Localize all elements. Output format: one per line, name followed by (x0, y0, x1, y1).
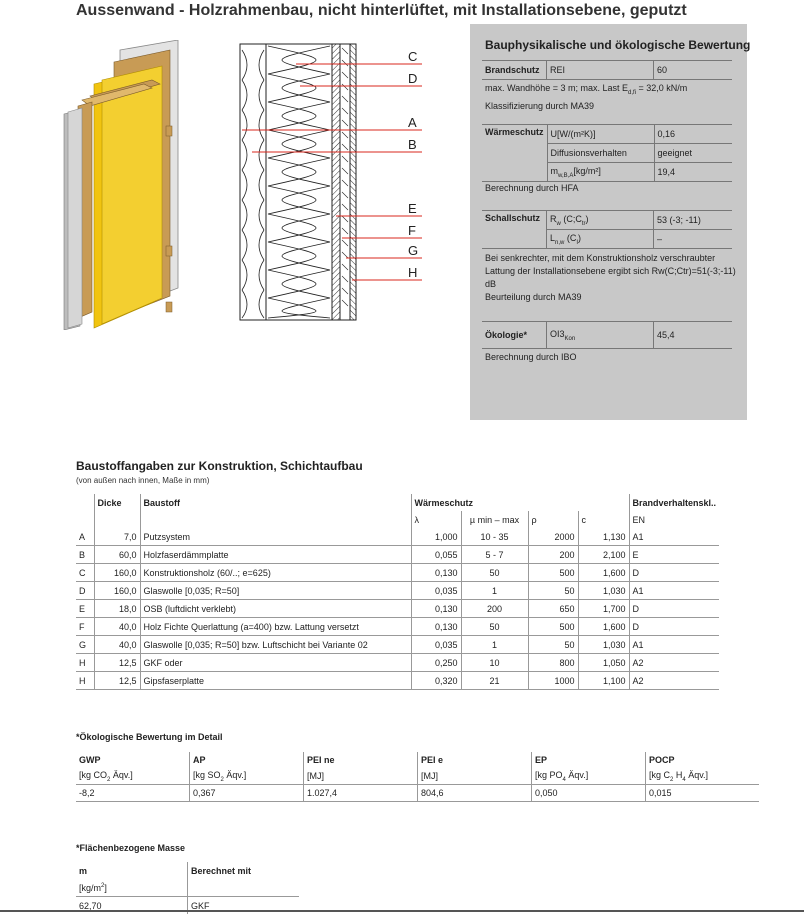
oi3-value: 45,4 (654, 322, 733, 349)
section-label-c: C (408, 49, 418, 64)
layer-en: A1 (629, 636, 719, 654)
eco-value: 0,015 (646, 785, 760, 802)
layer-en: D (629, 618, 719, 636)
layers-title: Baustoffangaben zur Konstruktion, Schichtaufbau (76, 459, 363, 473)
brandschutz-value: 60 (654, 61, 733, 80)
eco-value: 1.027,4 (304, 785, 418, 802)
lnw-label: $L_{n,w}$ $(C_I)$ (547, 230, 654, 249)
section-label-e: E (408, 201, 417, 216)
eco-header: PEI ne (304, 752, 418, 768)
page-bottom-rule (0, 910, 804, 912)
layer-row (76, 636, 719, 654)
layer-lambda: 0,250 (411, 654, 461, 672)
layer-mu: 50 (461, 618, 528, 636)
layer-en: A2 (629, 672, 719, 690)
eco-table (76, 752, 759, 802)
layer-lambda: 0,035 (411, 582, 461, 600)
layer-mu: 1 (461, 636, 528, 654)
layer-dicke: 160,0 (94, 582, 140, 600)
layer-rho: 800 (528, 654, 578, 672)
col-brandverhalten: Brandverhaltenskl.. (629, 494, 719, 511)
eco-header: PEI e (418, 752, 532, 768)
layer-c: 1,600 (578, 564, 629, 582)
col-baustoff: Baustoff (140, 494, 411, 511)
layer-en: D (629, 564, 719, 582)
layer-mu: 21 (461, 672, 528, 690)
layer-rho: 50 (528, 636, 578, 654)
layer-mu: 1 (461, 582, 528, 600)
col-lambda: λ (411, 511, 461, 528)
layer-id: B (76, 546, 94, 564)
eco-title: *Ökologische Bewertung im Detail (76, 732, 223, 742)
layer-baustoff: Glaswolle [0,035; R=50] bzw. Luftschicht bei Variante 02 (140, 636, 411, 654)
layer-row (76, 564, 719, 582)
layer-en: A1 (629, 528, 719, 546)
layer-c: 1,030 (578, 582, 629, 600)
schall-note: Bei senkrechter, mit dem Konstruktionsholz verschraubter Lattung der Installationsebene ergibt sich Rw(C;Ctr)=51(-3;-11) dB Beurteilung durch MA39 (485, 253, 736, 302)
waermeschutz-label: Wärmeschutz (482, 125, 547, 182)
layer-baustoff: Holz Fichte Querlattung (a=400) bzw. Lattung versetzt (140, 618, 411, 636)
layer-baustoff: Konstruktionsholz (60/..; e=625) (140, 564, 411, 582)
eco-value: 0,050 (532, 785, 646, 802)
layer-dicke: 12,5 (94, 654, 140, 672)
mass-header-m: m (79, 865, 88, 876)
mass-title: *Flächenbezogene Masse (76, 843, 186, 853)
layer-row (76, 546, 719, 564)
layers-table (76, 494, 719, 690)
brandschutz-class: REI (547, 61, 654, 80)
layer-id: A (76, 528, 94, 546)
layer-lambda: 1,000 (411, 528, 461, 546)
wall-cross-section-diagram (238, 40, 424, 325)
layer-row (76, 600, 719, 618)
layer-baustoff: Holzfaserdämmplatte (140, 546, 411, 564)
brandschutz-label: Brandschutz (482, 61, 547, 80)
section-label-g: G (408, 243, 419, 258)
layer-en: A2 (629, 654, 719, 672)
layer-baustoff: Glaswolle [0,035; R=50] (140, 582, 411, 600)
layer-id: H (76, 654, 94, 672)
layer-c: 2,100 (578, 546, 629, 564)
eco-header: EP (532, 752, 646, 768)
oi3-label: $OI3_{Kon}$ (547, 322, 654, 349)
mass-header-method: Berechnet mit (188, 862, 300, 879)
eco-header: GWP (79, 755, 101, 765)
brand-note: max. Wandhöhe = 3 m; max. Last $E_{d,fi} = 32,0$ kN/m Klassifizierung durch MA39 (485, 83, 688, 111)
layer-c: 1,700 (578, 600, 629, 618)
col-rho: ρ (528, 511, 578, 528)
eco-unit: [kg $C_2$ $H_4$ Äqv.] (646, 768, 760, 785)
mass-wba-value: 19,4 (654, 163, 732, 182)
section-label-h: H (408, 265, 418, 280)
col-waermeschutz: Wärmeschutz (411, 494, 629, 511)
eco-header: AP (190, 752, 304, 768)
mass-table (76, 862, 299, 914)
layer-c: 1,100 (578, 672, 629, 690)
section-label-b: B (408, 137, 417, 152)
layer-row (76, 672, 719, 690)
layer-lambda: 0,055 (411, 546, 461, 564)
layer-rho: 500 (528, 618, 578, 636)
eco-unit: [MJ] (304, 768, 418, 785)
mass-unit: $[kg/m^2]$ (79, 882, 107, 893)
rw-value: 53 (-3; -11) (654, 211, 733, 230)
layer-mu: 10 (461, 654, 528, 672)
layer-baustoff: Gipsfaserplatte (140, 672, 411, 690)
mass-value: 62,70 (76, 897, 188, 914)
layer-row (76, 654, 719, 672)
layer-dicke: 60,0 (94, 546, 140, 564)
wall-isometric-illustration (62, 40, 192, 330)
schallschutz-table (482, 210, 732, 249)
layer-dicke: 160,0 (94, 564, 140, 582)
eco-header: POCP (646, 752, 760, 768)
layer-rho: 650 (528, 600, 578, 618)
layer-row (76, 528, 719, 546)
layer-c: 1,030 (578, 636, 629, 654)
layer-lambda: 0,130 (411, 618, 461, 636)
layer-row (76, 582, 719, 600)
layer-lambda: 0,130 (411, 564, 461, 582)
layer-dicke: 40,0 (94, 636, 140, 654)
u-value-label: U[W/(m²K)] (547, 125, 654, 144)
layer-id: G (76, 636, 94, 654)
layer-id: F (76, 618, 94, 636)
layer-dicke: 12,5 (94, 672, 140, 690)
oekologie-table (482, 321, 732, 349)
diffusion-label: Diffusionsverhalten (547, 144, 654, 163)
layer-en: A1 (629, 582, 719, 600)
layer-id: E (76, 600, 94, 618)
layer-rho: 2000 (528, 528, 578, 546)
section-label-f: F (408, 223, 416, 238)
layer-c: 1,130 (578, 528, 629, 546)
section-label-d: D (408, 71, 418, 86)
col-en: EN (629, 511, 719, 528)
waermeschutz-table (482, 124, 732, 182)
col-dicke: Dicke (94, 494, 140, 511)
layer-id: C (76, 564, 94, 582)
layer-en: D (629, 600, 719, 618)
eco-unit: [kg $PO_4$ Äqv.] (532, 768, 646, 785)
layer-id: D (76, 582, 94, 600)
brandschutz-table (482, 60, 732, 80)
schallschutz-label: Schallschutz (482, 211, 547, 249)
layer-dicke: 18,0 (94, 600, 140, 618)
u-value: 0,16 (654, 125, 732, 144)
layer-dicke: 7,0 (94, 528, 140, 546)
panel-title: Bauphysikalische und ökologische Bewertung (485, 38, 751, 52)
layer-rho: 1000 (528, 672, 578, 690)
layer-baustoff: OSB (luftdicht verklebt) (140, 600, 411, 618)
layer-en: E (629, 546, 719, 564)
mass-wba-label: $m_{w,B,A}[kg/m^2]$ (547, 163, 654, 182)
eco-value: 0,367 (190, 785, 304, 802)
layer-rho: 50 (528, 582, 578, 600)
layer-lambda: 0,320 (411, 672, 461, 690)
lnw-value: – (654, 230, 733, 249)
eco-value: 804,6 (418, 785, 532, 802)
col-c: c (578, 511, 629, 528)
layer-row (76, 618, 719, 636)
layer-dicke: 40,0 (94, 618, 140, 636)
layer-rho: 200 (528, 546, 578, 564)
assessment-panel (470, 24, 751, 420)
layer-baustoff: GKF oder (140, 654, 411, 672)
layer-baustoff: Putzsystem (140, 528, 411, 546)
diffusion-value: geeignet (654, 144, 732, 163)
layer-mu: 10 - 35 (461, 528, 528, 546)
layer-rho: 500 (528, 564, 578, 582)
layer-mu: 200 (461, 600, 528, 618)
layer-mu: 50 (461, 564, 528, 582)
oekologie-label: Ökologie* (482, 322, 547, 349)
layers-subtitle: (von außen nach innen, Maße in mm) (76, 476, 210, 485)
layer-c: 1,050 (578, 654, 629, 672)
layer-id: H (76, 672, 94, 690)
layer-lambda: 0,130 (411, 600, 461, 618)
mass-method: GKF (188, 897, 300, 914)
oeko-note: Berechnung durch IBO (485, 352, 577, 362)
eco-unit: [kg $CO_2$ Äqv.] (79, 769, 133, 783)
layer-lambda: 0,035 (411, 636, 461, 654)
eco-value: -8,2 (76, 785, 190, 802)
eco-unit: [MJ] (418, 768, 532, 785)
rw-label: $R_w$ $(C;C_{tr})$ (547, 211, 654, 230)
col-mu: µ min – max (461, 511, 528, 528)
eco-unit: [kg $SO_2$ Äqv.] (190, 768, 304, 785)
layer-mu: 5 - 7 (461, 546, 528, 564)
section-label-a: A (408, 115, 417, 130)
waerme-note: Berechnung durch HFA (485, 183, 579, 193)
page-title: Aussenwand - Holzrahmenbau, nicht hinterlüftet, mit Installationsebene, geputzt (76, 2, 687, 19)
layer-c: 1,600 (578, 618, 629, 636)
